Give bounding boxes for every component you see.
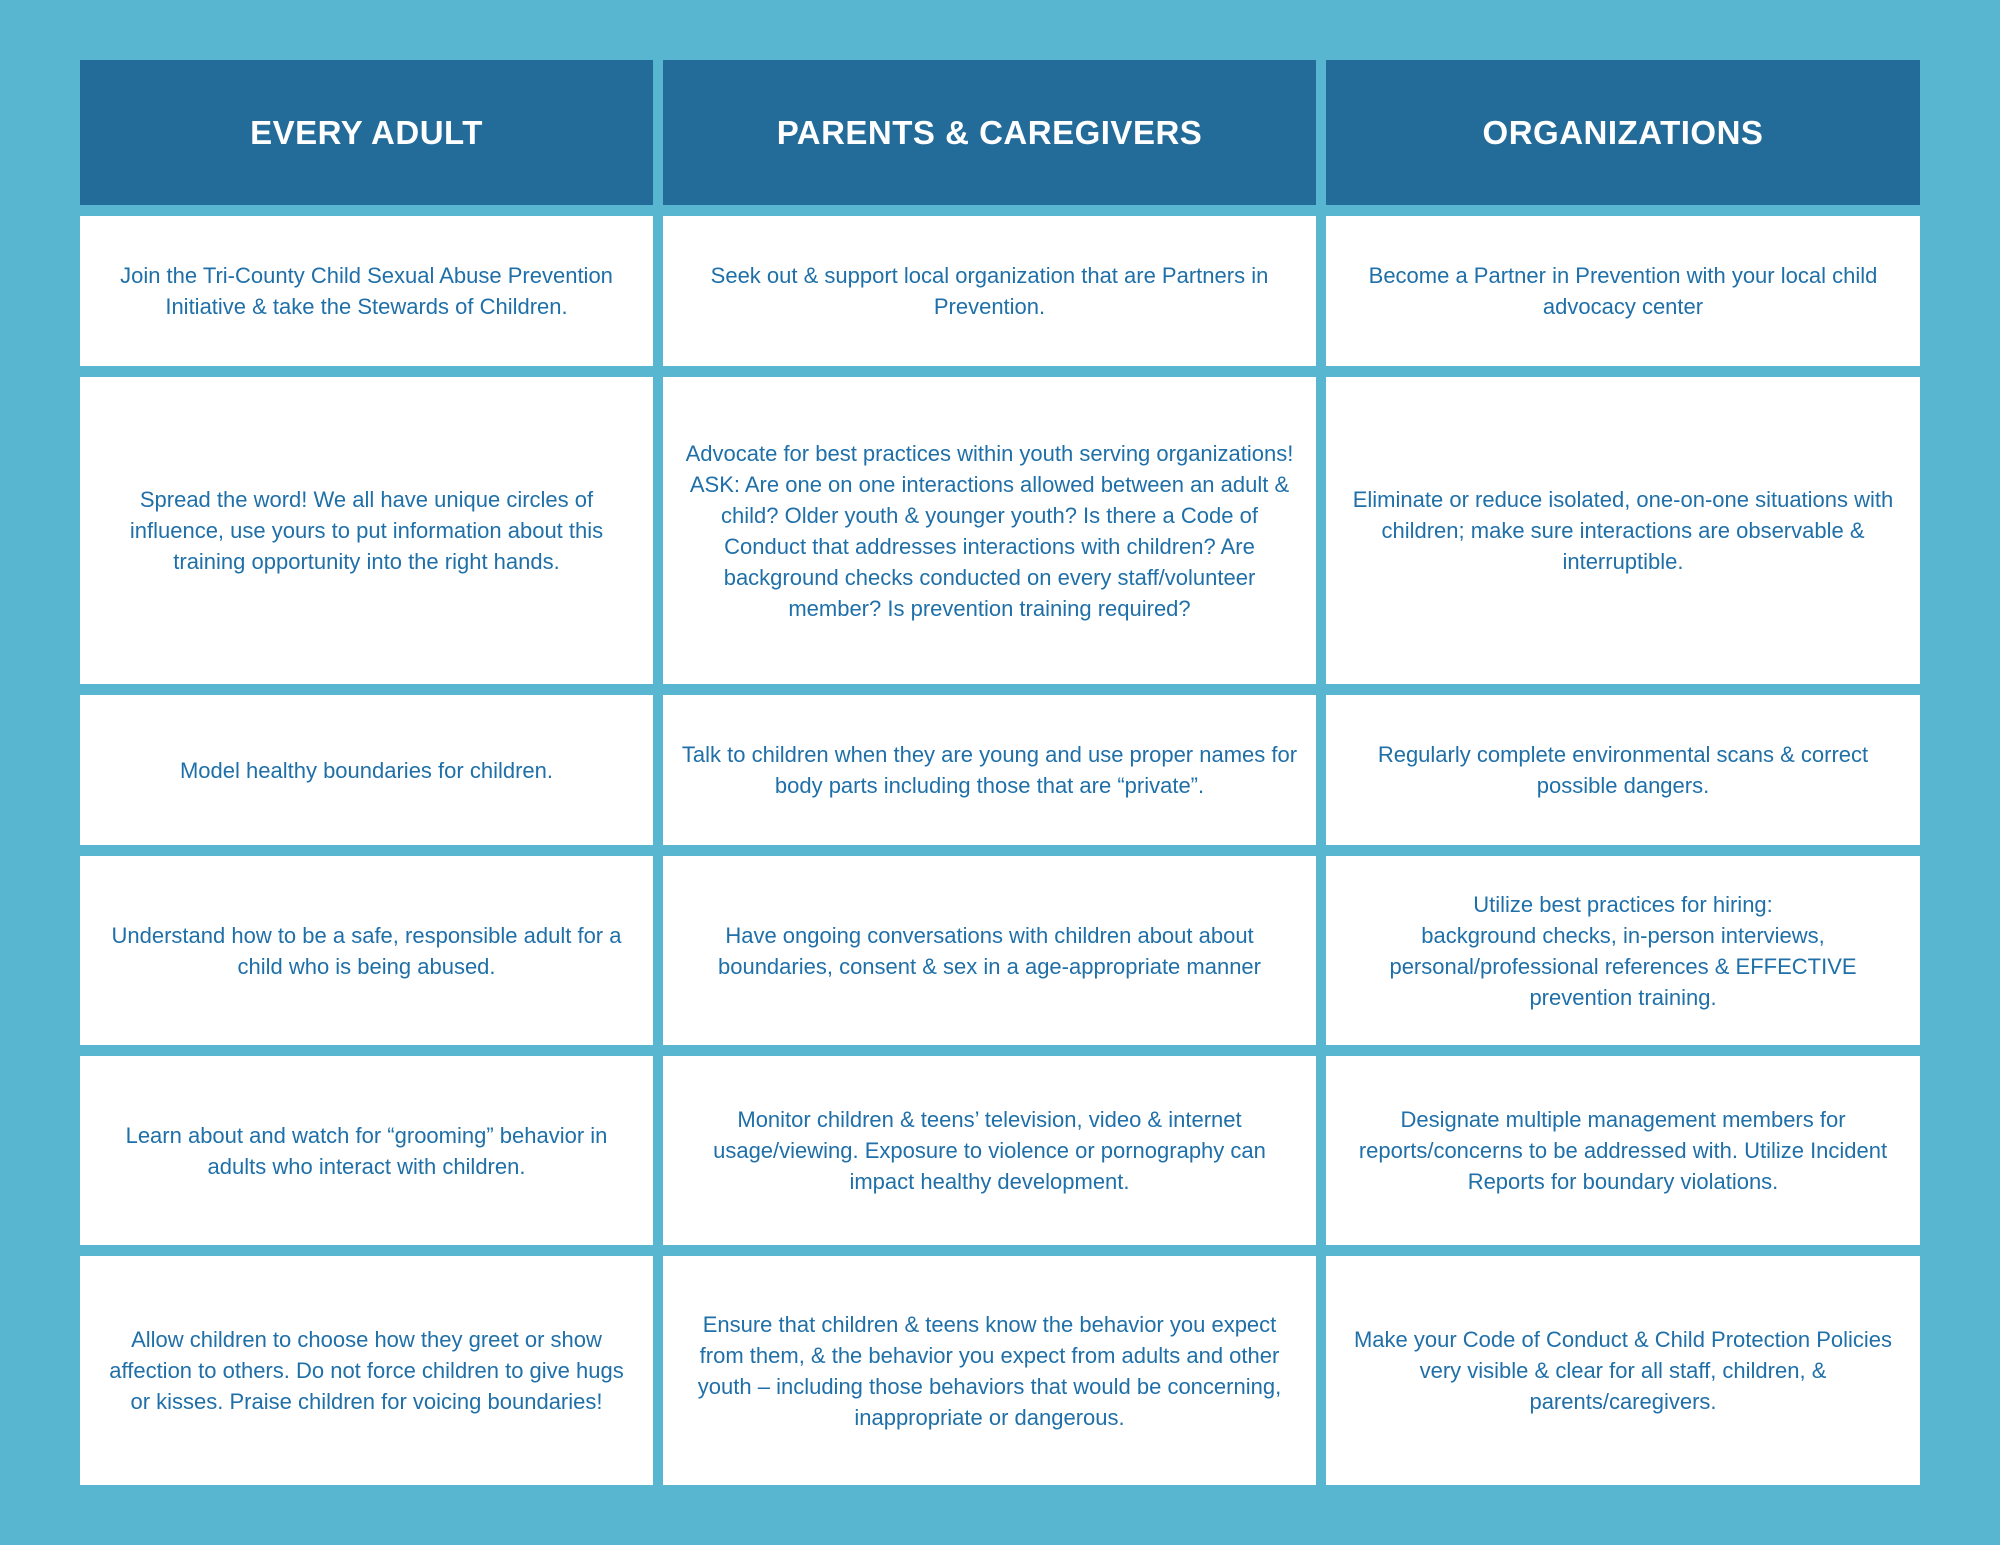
table-cell: Have ongoing conversations with children about about boundaries, consent & sex in a age-appropriate manner [663,856,1316,1045]
table-cell: Ensure that children & teens know the behavior you expect from them, & the behavior you expect from adults and other youth – including those behaviors that would be concerning, inappropriate or dangerous. [663,1256,1316,1485]
table-cell: Regularly complete environmental scans & correct possible dangers. [1326,695,1920,845]
table-cell: Monitor children & teens’ television, video & internet usage/viewing. Exposure to violence or pornography can impact healthy development. [663,1056,1316,1245]
table-cell: Eliminate or reduce isolated, one-on-one situations with children; make sure interactions are observable & interruptible. [1326,377,1920,684]
table-cell: Become a Partner in Prevention with your local child advocacy center [1326,216,1920,366]
table-cell: Learn about and watch for “grooming” behavior in adults who interact with children. [80,1056,653,1245]
table-cell: Join the Tri-County Child Sexual Abuse Prevention Initiative & take the Stewards of Children. [80,216,653,366]
prevention-table [80,60,1920,1485]
table-cell: Designate multiple management members for reports/concerns to be addressed with. Utilize Incident Reports for boundary violations. [1326,1056,1920,1245]
table-cell: Advocate for best practices within youth serving organizations! ASK: Are one on one interactions allowed between an adult & child? Older youth & younger youth? Is there a Code of Conduct that addresses interactions with children? Are background checks conducted on every staff/volunteer member? Is prevention training required? [663,377,1316,684]
table-cell: Understand how to be a safe, responsible adult for a child who is being abused. [80,856,653,1045]
header-parents-caregivers: PARENTS & CAREGIVERS [663,60,1316,205]
table-cell: Model healthy boundaries for children. [80,695,653,845]
table-cell: Seek out & support local organization that are Partners in Prevention. [663,216,1316,366]
table-cell: Make your Code of Conduct & Child Protection Policies very visible & clear for all staff, children, & parents/caregivers. [1326,1256,1920,1485]
table-cell: Talk to children when they are young and use proper names for body parts including those that are “private”. [663,695,1316,845]
table-cell: Utilize best practices for hiring: background checks, in-person interviews, personal/professional references & EFFECTIVE prevention training. [1326,856,1920,1045]
table-cell: Spread the word! We all have unique circles of influence, use yours to put information about this training opportunity into the right hands. [80,377,653,684]
header-organizations: ORGANIZATIONS [1326,60,1920,205]
header-every-adult: EVERY ADULT [80,60,653,205]
table-cell: Allow children to choose how they greet or show affection to others. Do not force children to give hugs or kisses. Praise children for voicing boundaries! [80,1256,653,1485]
